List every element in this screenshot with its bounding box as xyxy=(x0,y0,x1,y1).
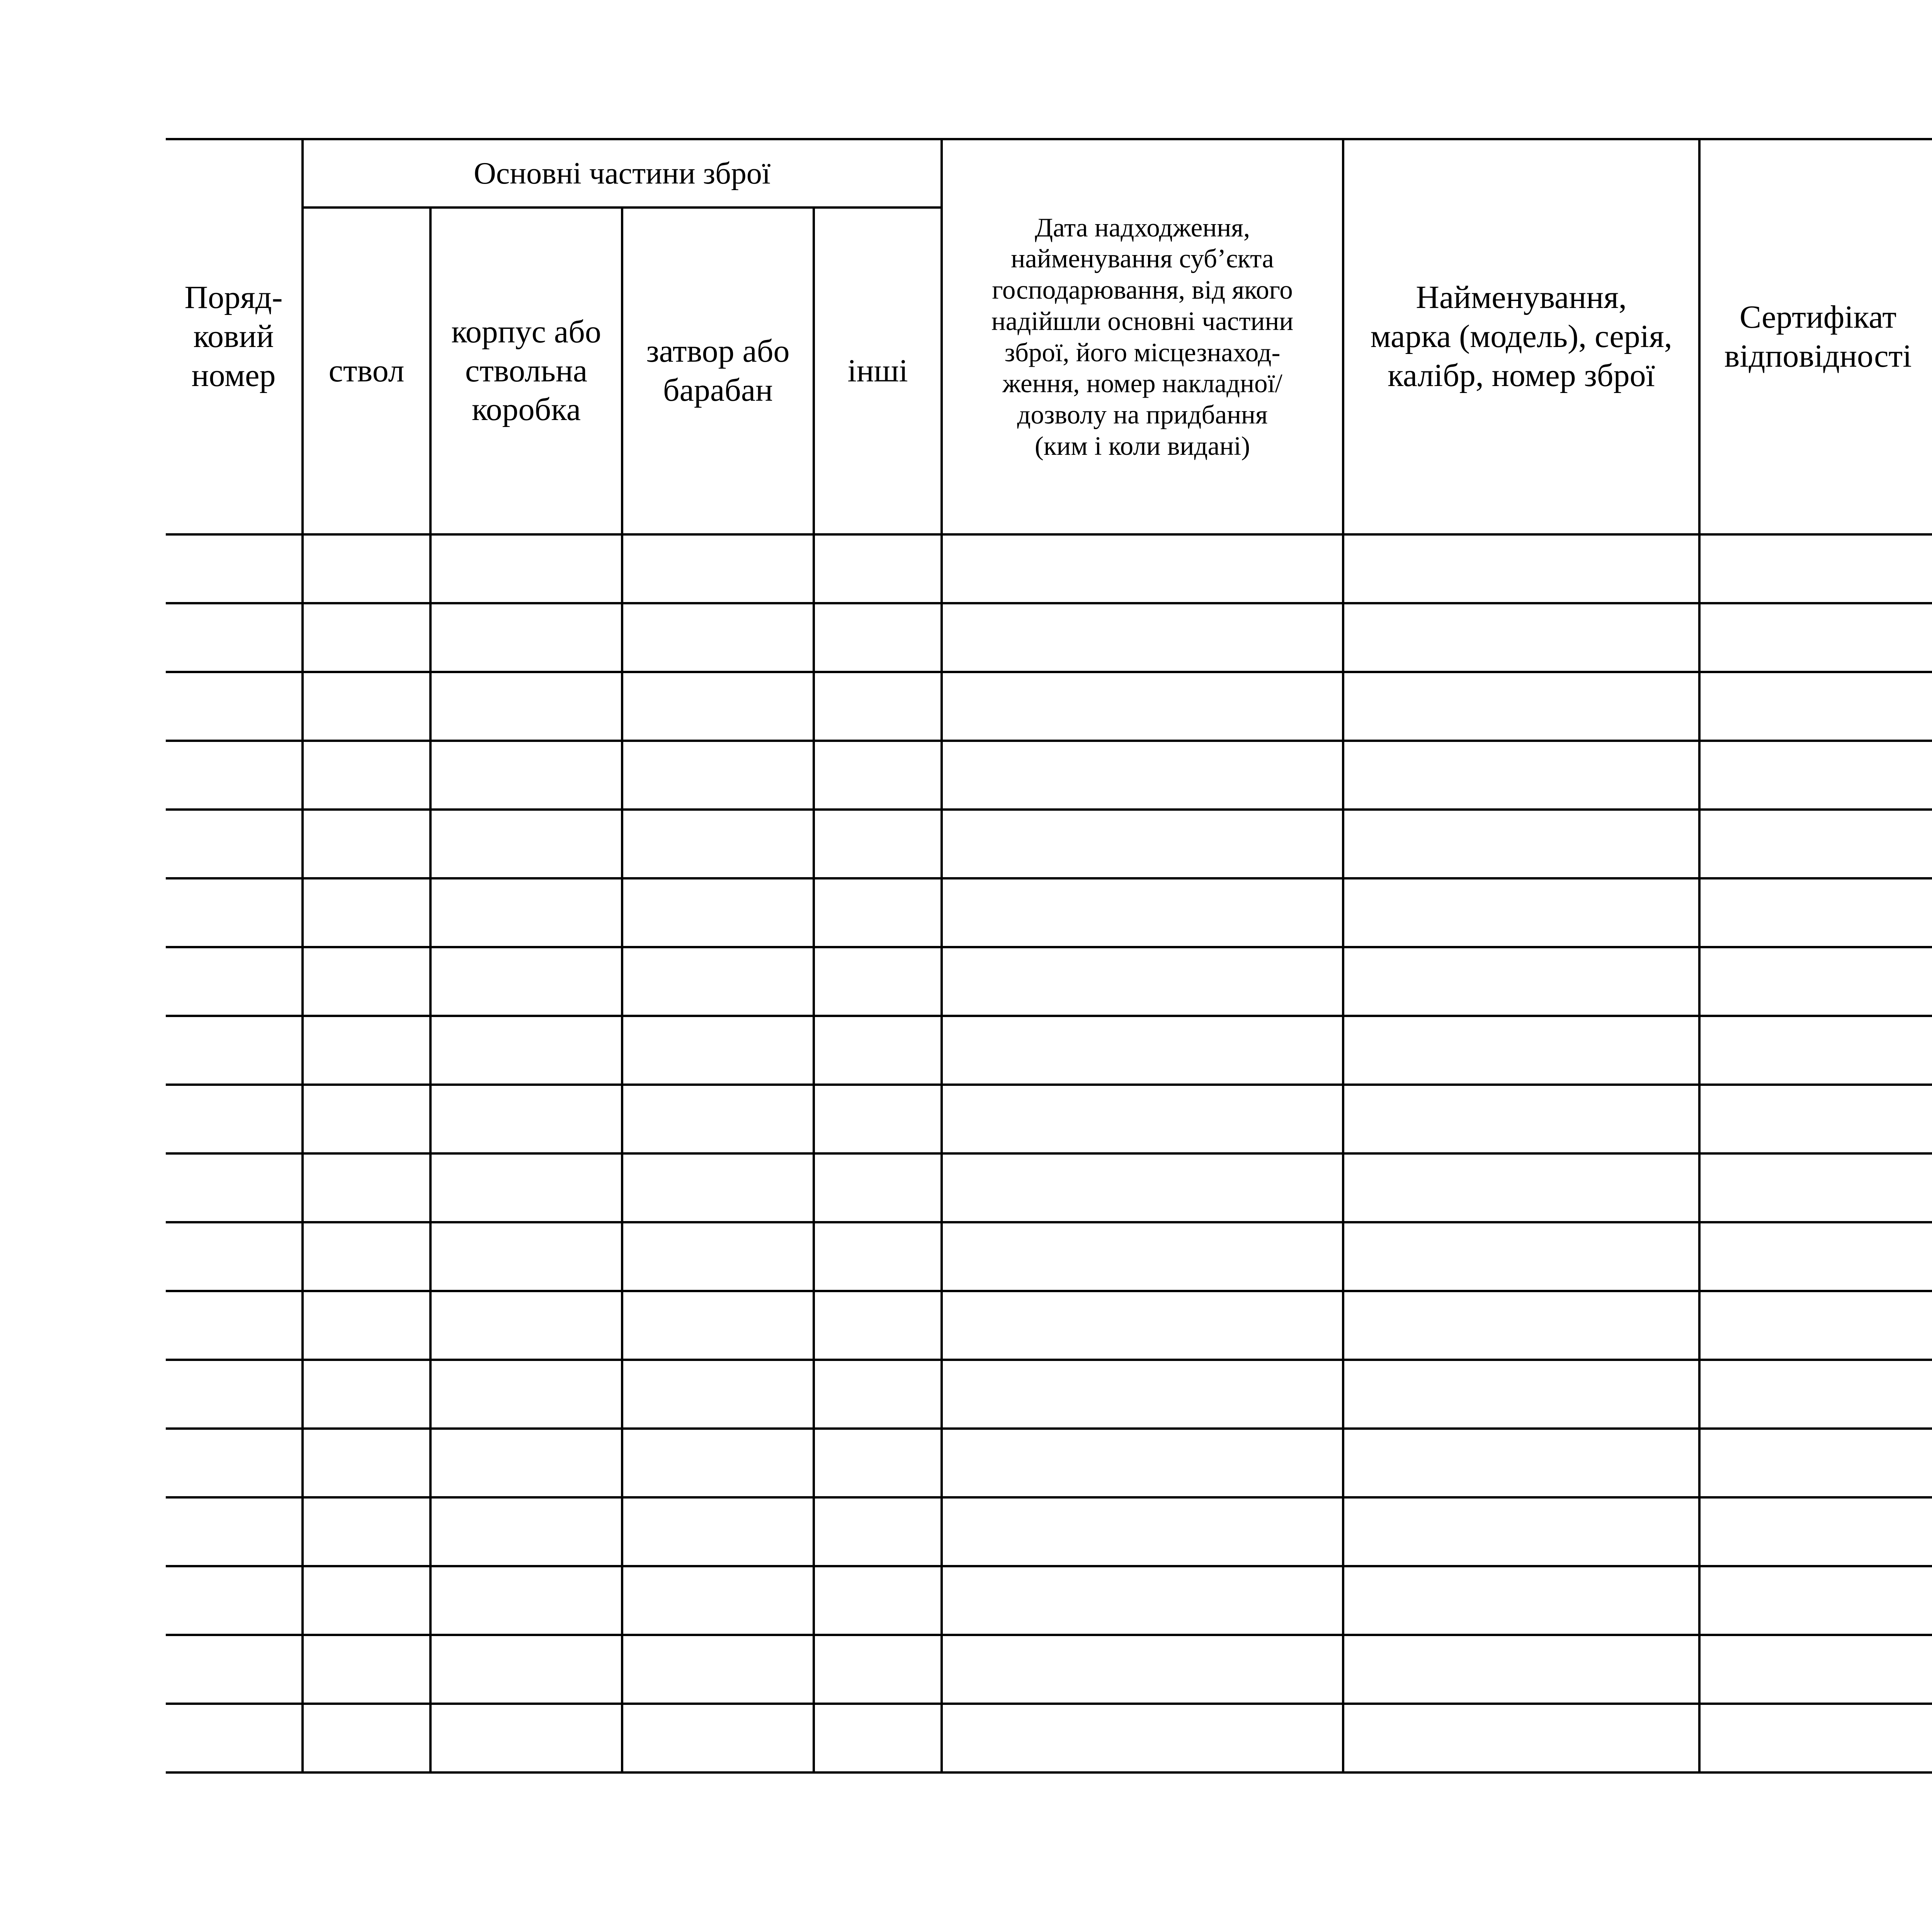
header-main-parts-label: Основні частини зброї xyxy=(473,156,771,191)
cell-barrel[interactable] xyxy=(303,534,430,603)
header-barrel-label: ствол xyxy=(328,352,405,389)
cell-other[interactable] xyxy=(814,810,942,878)
cell-receipt-info[interactable] xyxy=(942,603,1343,672)
cell-certificate[interactable] xyxy=(1699,1429,1932,1497)
cell-certificate[interactable] xyxy=(1699,878,1932,947)
cell-weapon-info[interactable] xyxy=(1343,1429,1699,1497)
table-row xyxy=(166,741,1932,810)
cell-barrel[interactable] xyxy=(303,1291,430,1360)
cell-order-number[interactable] xyxy=(166,672,303,741)
cell-bolt-or-cylinder[interactable] xyxy=(622,1291,814,1360)
cell-barrel[interactable] xyxy=(303,1566,430,1635)
cell-weapon-info[interactable] xyxy=(1343,1566,1699,1635)
cell-receipt-info[interactable] xyxy=(942,947,1343,1016)
cell-weapon-info[interactable] xyxy=(1343,1085,1699,1153)
cell-bolt-or-cylinder[interactable] xyxy=(622,1222,814,1291)
cell-body-or-receiver[interactable] xyxy=(430,878,622,947)
cell-receipt-info[interactable] xyxy=(942,672,1343,741)
cell-body-or-receiver[interactable] xyxy=(430,1497,622,1566)
cell-receipt-info[interactable] xyxy=(942,878,1343,947)
cell-weapon-info[interactable] xyxy=(1343,534,1699,603)
cell-body-or-receiver[interactable] xyxy=(430,603,622,672)
cell-weapon-info[interactable] xyxy=(1343,1222,1699,1291)
cell-body-or-receiver[interactable] xyxy=(430,1704,622,1772)
cell-body-or-receiver[interactable] xyxy=(430,1016,622,1085)
cell-receipt-info[interactable] xyxy=(942,741,1343,810)
weapon-register-table xyxy=(166,138,1932,1774)
cell-certificate[interactable] xyxy=(1699,1360,1932,1429)
cell-weapon-info[interactable] xyxy=(1343,1291,1699,1360)
cell-other[interactable] xyxy=(814,1016,942,1085)
cell-barrel[interactable] xyxy=(303,1360,430,1429)
cell-receipt-info[interactable] xyxy=(942,1360,1343,1429)
cell-order-number[interactable] xyxy=(166,1291,303,1360)
cell-weapon-info[interactable] xyxy=(1343,810,1699,878)
header-body-or-receiver-label: корпус або ствольна коробка xyxy=(451,313,601,428)
table-body xyxy=(166,534,1932,1772)
cell-other[interactable] xyxy=(814,1360,942,1429)
cell-other[interactable] xyxy=(814,534,942,603)
cell-bolt-or-cylinder[interactable] xyxy=(622,1360,814,1429)
table-row xyxy=(166,878,1932,947)
cell-barrel[interactable] xyxy=(303,878,430,947)
cell-body-or-receiver[interactable] xyxy=(430,1429,622,1497)
cell-certificate[interactable] xyxy=(1699,1291,1932,1360)
cell-bolt-or-cylinder[interactable] xyxy=(622,810,814,878)
table-row xyxy=(166,1566,1932,1635)
cell-receipt-info[interactable] xyxy=(942,534,1343,603)
cell-order-number[interactable] xyxy=(166,878,303,947)
cell-barrel[interactable] xyxy=(303,1497,430,1566)
table-row xyxy=(166,672,1932,741)
cell-weapon-info[interactable] xyxy=(1343,1360,1699,1429)
cell-body-or-receiver[interactable] xyxy=(430,1085,622,1153)
cell-weapon-info[interactable] xyxy=(1343,741,1699,810)
cell-weapon-info[interactable] xyxy=(1343,1497,1699,1566)
cell-weapon-info[interactable] xyxy=(1343,947,1699,1016)
cell-certificate[interactable] xyxy=(1699,1153,1932,1222)
cell-bolt-or-cylinder[interactable] xyxy=(622,1016,814,1085)
cell-bolt-or-cylinder[interactable] xyxy=(622,878,814,947)
header-bolt-or-cylinder xyxy=(622,208,814,534)
cell-body-or-receiver[interactable] xyxy=(430,1222,622,1291)
cell-receipt-info[interactable] xyxy=(942,1429,1343,1497)
cell-barrel[interactable] xyxy=(303,1429,430,1497)
cell-body-or-receiver[interactable] xyxy=(430,1566,622,1635)
cell-other[interactable] xyxy=(814,1429,942,1497)
cell-certificate[interactable] xyxy=(1699,1635,1932,1704)
cell-barrel[interactable] xyxy=(303,1153,430,1222)
cell-barrel[interactable] xyxy=(303,1016,430,1085)
cell-order-number[interactable] xyxy=(166,947,303,1016)
header-weapon-info-label: Найменування, марка (модель), серія, калібр, номер зброї xyxy=(1370,279,1672,393)
table-row xyxy=(166,1291,1932,1360)
cell-certificate[interactable] xyxy=(1699,947,1932,1016)
table-row xyxy=(166,1704,1932,1772)
cell-order-number[interactable] xyxy=(166,1704,303,1772)
header-main-parts-group xyxy=(303,139,942,208)
cell-receipt-info[interactable] xyxy=(942,810,1343,878)
cell-order-number[interactable] xyxy=(166,1153,303,1222)
cell-certificate[interactable] xyxy=(1699,1016,1932,1085)
cell-other[interactable] xyxy=(814,1153,942,1222)
cell-weapon-info[interactable] xyxy=(1343,1016,1699,1085)
header-receipt-info xyxy=(942,139,1343,534)
cell-barrel[interactable] xyxy=(303,1635,430,1704)
cell-order-number[interactable] xyxy=(166,534,303,603)
table-row xyxy=(166,947,1932,1016)
cell-receipt-info[interactable] xyxy=(942,1085,1343,1153)
cell-other[interactable] xyxy=(814,947,942,1016)
cell-other[interactable] xyxy=(814,672,942,741)
cell-other[interactable] xyxy=(814,1497,942,1566)
cell-certificate[interactable] xyxy=(1699,1704,1932,1772)
cell-other[interactable] xyxy=(814,603,942,672)
cell-weapon-info[interactable] xyxy=(1343,1153,1699,1222)
cell-order-number[interactable] xyxy=(166,1360,303,1429)
cell-weapon-info[interactable] xyxy=(1343,1635,1699,1704)
header-bolt-or-cylinder-label: затвор або барабан xyxy=(646,333,790,408)
cell-barrel[interactable] xyxy=(303,810,430,878)
header-certificate-label: Сертифікат відповідності xyxy=(1724,299,1912,374)
cell-receipt-info[interactable] xyxy=(942,1291,1343,1360)
cell-other[interactable] xyxy=(814,1704,942,1772)
table-row xyxy=(166,1360,1932,1429)
table-row xyxy=(166,534,1932,603)
table-row xyxy=(166,1016,1932,1085)
cell-bolt-or-cylinder[interactable] xyxy=(622,603,814,672)
cell-bolt-or-cylinder[interactable] xyxy=(622,1704,814,1772)
cell-receipt-info[interactable] xyxy=(942,1704,1343,1772)
cell-certificate[interactable] xyxy=(1699,672,1932,741)
cell-barrel[interactable] xyxy=(303,741,430,810)
cell-body-or-receiver[interactable] xyxy=(430,1291,622,1360)
header-order-number xyxy=(166,139,303,534)
cell-order-number[interactable] xyxy=(166,1016,303,1085)
table-row xyxy=(166,810,1932,878)
header-barrel xyxy=(303,208,430,534)
cell-order-number[interactable] xyxy=(166,1085,303,1153)
cell-certificate[interactable] xyxy=(1699,603,1932,672)
cell-bolt-or-cylinder[interactable] xyxy=(622,1153,814,1222)
cell-body-or-receiver[interactable] xyxy=(430,947,622,1016)
cell-order-number[interactable] xyxy=(166,741,303,810)
cell-certificate[interactable] xyxy=(1699,1222,1932,1291)
cell-barrel[interactable] xyxy=(303,1222,430,1291)
header-order-number-label: Поряд- ковий номер xyxy=(184,279,283,393)
cell-certificate[interactable] xyxy=(1699,1566,1932,1635)
table-row xyxy=(166,1635,1932,1704)
cell-order-number[interactable] xyxy=(166,1566,303,1635)
cell-other[interactable] xyxy=(814,1085,942,1153)
cell-bolt-or-cylinder[interactable] xyxy=(622,947,814,1016)
cell-other[interactable] xyxy=(814,741,942,810)
cell-bolt-or-cylinder[interactable] xyxy=(622,1635,814,1704)
cell-bolt-or-cylinder[interactable] xyxy=(622,1497,814,1566)
cell-other[interactable] xyxy=(814,878,942,947)
cell-other[interactable] xyxy=(814,1635,942,1704)
cell-certificate[interactable] xyxy=(1699,741,1932,810)
cell-bolt-or-cylinder[interactable] xyxy=(622,1085,814,1153)
cell-bolt-or-cylinder[interactable] xyxy=(622,1429,814,1497)
cell-weapon-info[interactable] xyxy=(1343,672,1699,741)
cell-barrel[interactable] xyxy=(303,947,430,1016)
cell-barrel[interactable] xyxy=(303,603,430,672)
cell-certificate[interactable] xyxy=(1699,810,1932,878)
cell-other[interactable] xyxy=(814,1291,942,1360)
table-row xyxy=(166,1429,1932,1497)
cell-order-number[interactable] xyxy=(166,1635,303,1704)
table-row xyxy=(166,1085,1932,1153)
cell-body-or-receiver[interactable] xyxy=(430,1153,622,1222)
cell-certificate[interactable] xyxy=(1699,1085,1932,1153)
cell-order-number[interactable] xyxy=(166,1429,303,1497)
cell-other[interactable] xyxy=(814,1222,942,1291)
header-other xyxy=(814,208,942,534)
cell-other[interactable] xyxy=(814,1566,942,1635)
cell-bolt-or-cylinder[interactable] xyxy=(622,741,814,810)
cell-weapon-info[interactable] xyxy=(1343,878,1699,947)
header-body-or-receiver xyxy=(430,208,622,534)
cell-body-or-receiver[interactable] xyxy=(430,741,622,810)
cell-receipt-info[interactable] xyxy=(942,1222,1343,1291)
cell-bolt-or-cylinder[interactable] xyxy=(622,534,814,603)
cell-receipt-info[interactable] xyxy=(942,1635,1343,1704)
cell-bolt-or-cylinder[interactable] xyxy=(622,1566,814,1635)
cell-bolt-or-cylinder[interactable] xyxy=(622,672,814,741)
table-row xyxy=(166,1153,1932,1222)
header-other-label: інші xyxy=(847,352,908,389)
cell-order-number[interactable] xyxy=(166,1497,303,1566)
cell-body-or-receiver[interactable] xyxy=(430,534,622,603)
header-receipt-info-label: Дата надходження, найменування суб’єкта господарювання, від якого надійшли основні частини зброї, його місцезнаход- ження, номер накладної/ дозволу на придбання (ким і коли видані) xyxy=(991,213,1294,461)
table-header xyxy=(166,139,1932,534)
table-row xyxy=(166,1222,1932,1291)
cell-weapon-info[interactable] xyxy=(1343,603,1699,672)
table-row xyxy=(166,603,1932,672)
cell-receipt-info[interactable] xyxy=(942,1016,1343,1085)
cell-order-number[interactable] xyxy=(166,1222,303,1291)
cell-body-or-receiver[interactable] xyxy=(430,1635,622,1704)
cell-weapon-info[interactable] xyxy=(1343,1704,1699,1772)
cell-certificate[interactable] xyxy=(1699,1497,1932,1566)
cell-order-number[interactable] xyxy=(166,810,303,878)
header-certificate xyxy=(1699,139,1932,534)
cell-receipt-info[interactable] xyxy=(942,1497,1343,1566)
cell-body-or-receiver[interactable] xyxy=(430,672,622,741)
cell-body-or-receiver[interactable] xyxy=(430,810,622,878)
cell-order-number[interactable] xyxy=(166,603,303,672)
header-weapon-info xyxy=(1343,139,1699,534)
cell-certificate[interactable] xyxy=(1699,534,1932,603)
cell-receipt-info[interactable] xyxy=(942,1153,1343,1222)
cell-body-or-receiver[interactable] xyxy=(430,1360,622,1429)
cell-barrel[interactable] xyxy=(303,672,430,741)
table-row xyxy=(166,1497,1932,1566)
cell-receipt-info[interactable] xyxy=(942,1566,1343,1635)
cell-barrel[interactable] xyxy=(303,1085,430,1153)
cell-barrel[interactable] xyxy=(303,1704,430,1772)
